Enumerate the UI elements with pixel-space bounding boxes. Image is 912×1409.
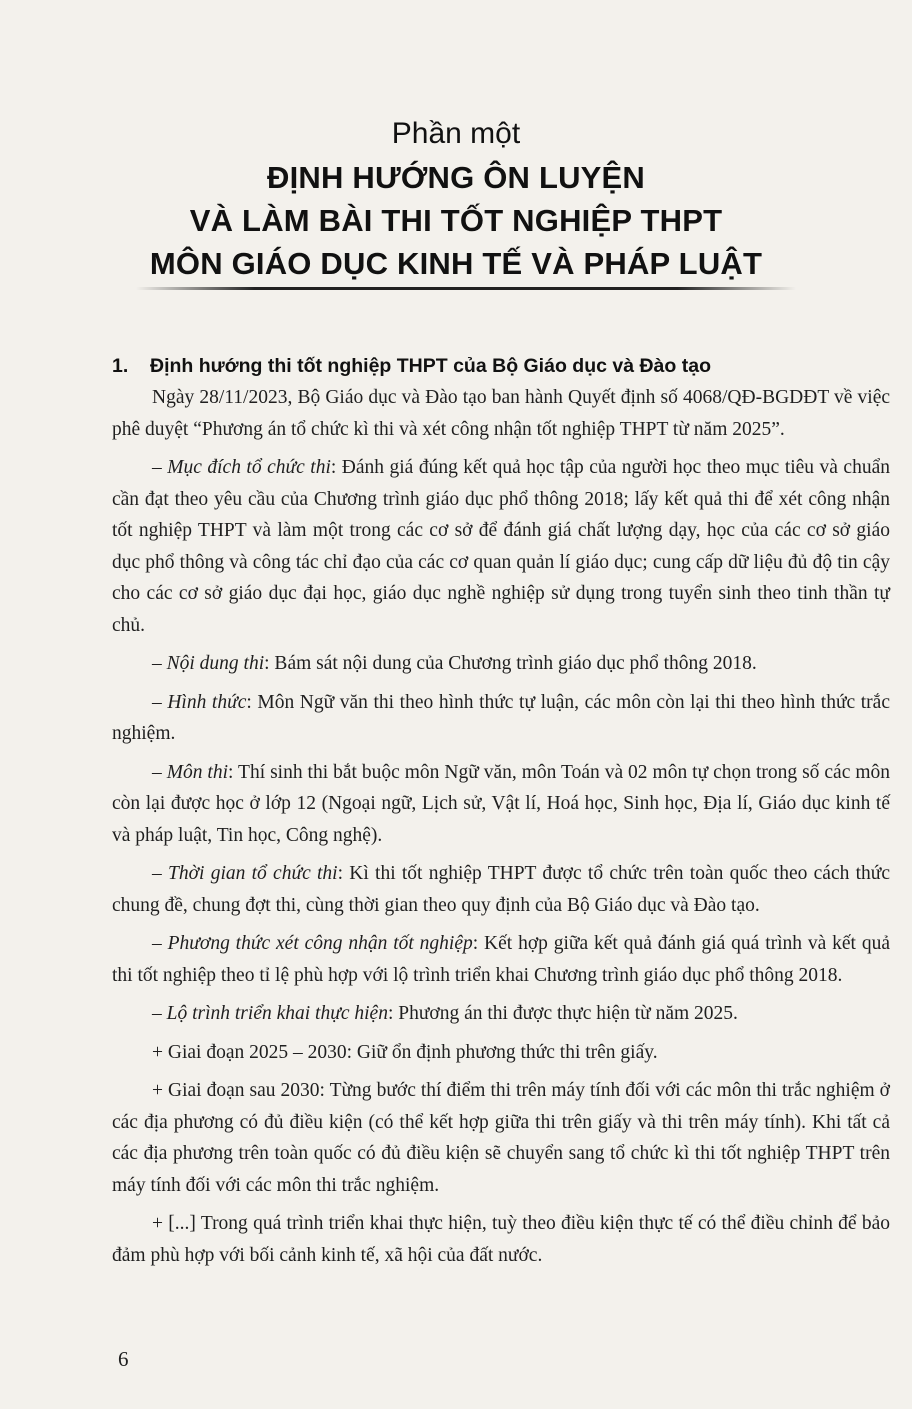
paragraph-text: + [...] Trong quá trình triển khai thực hiện, tuỳ theo điều kiện thực tế có thể điều chỉnh để bảo đảm phù hợp với bối cảnh kinh tế, xã hội của đất nước. [112,1213,890,1266]
paragraph-lead: – Nội dung thi [152,653,265,674]
paragraph-lead: – Lộ trình triển khai thực hiện [152,1003,388,1024]
paragraph-text: + Giai đoạn sau 2030: Từng bước thí điểm thi trên máy tính đối với các môn thi trắc nghiệm ở các địa phương có đủ điều kiện (có thể kết hợp giữa thi trên giấy và thi trên máy tính). Khi tất cả các địa phương trên toàn quốc có đủ điều kiện sẽ chuyển sang tổ chức kì thi tốt nghiệp THPT trên máy tính đối với các môn thi trắc nghiệm. [112,1080,890,1196]
paragraph [112,382,890,445]
paragraph-text: : Kì thi tốt nghiệp THPT được tổ chức trên toàn quốc theo cách thức chung đề, chung đợt thi, cùng thời gian theo quy định của Bộ Giáo dục và Đào tạo. [112,863,890,916]
part-title: Phần một [391,117,521,150]
paragraph [112,757,890,852]
title-line-2: VÀ LÀM BÀI THI TỐT NGHIỆP THPT [189,203,723,238]
paragraph-text: : Phương án thi được thực hiện từ năm 2025. [387,1003,738,1024]
section-title: Định hướng thi tốt nghiệp THPT của Bộ Giáo dục và Đào tạo [150,355,711,377]
page-number: 6 [118,1347,129,1371]
title-divider [136,287,796,290]
paragraph-lead: – Môn thi [152,761,229,783]
title-line-3: MÔN GIÁO DỤC KINH TẾ VÀ PHÁP LUẬT [149,246,763,281]
body-content [112,352,890,1278]
chapter-header [0,112,912,285]
paragraph [112,928,890,991]
paragraph-lead: – Phương thức xét công nhận tốt nghiệp [152,933,473,954]
title-line-1: ĐỊNH HƯỚNG ÔN LUYỆN [266,160,646,195]
paragraph-text: : Kết hợp giữa kết quả đánh giá quá trình và kết quả thi tốt nghiệp theo tỉ lệ phù hợp với lộ trình triển khai Chương trình giáo dục phổ thông 2018. [112,933,890,986]
paragraph-text: : Đánh giá đúng kết quả học tập của người học theo mục tiêu và chuẩn cần đạt theo yêu cầu của Chương trình giáo dục phổ thông 2018; lấy kết quả thi để xét công nhận tốt nghiệp THPT và làm một trong các cơ sở để đánh giá chất lượng dạy, học của các cơ sở giáo dục phổ thông và công tác chỉ đạo của các cơ quan quản lí giáo dục; cung cấp dữ liệu đủ độ tin cậy cho các cơ sở giáo dục đại học, giáo dục nghề nghiệp sử dụng trong tuyển sinh theo tinh thần tự chủ. [112,457,890,636]
paragraph [112,452,890,641]
paragraph-lead: – Thời gian tổ chức thi [152,863,338,884]
paragraph-lead: – Mục đích tổ chức thi [152,457,331,478]
paragraph [112,1075,890,1201]
section-number: 1. [112,355,129,377]
paragraph [112,687,890,750]
paragraph [112,1037,890,1069]
paragraph-text: : Môn Ngữ văn thi theo hình thức tự luận, các môn còn lại thi theo hình thức trắc nghiệm. [112,691,890,744]
paragraph-lead: – Hình thức [152,691,247,713]
paragraph [112,648,890,680]
paragraph-text: + Giai đoạn 2025 – 2030: Giữ ổn định phương thức thi trên giấy. [152,1041,658,1063]
section-heading [112,352,890,380]
paragraph [112,1208,890,1271]
paragraph-text: : Thí sinh thi bắt buộc môn Ngữ văn, môn Toán và 02 môn tự chọn trong số các môn còn lại được học ở lớp 12 (Ngoại ngữ, Lịch sử, Vật lí, Hoá học, Sinh học, Địa lí, Giáo dục kinh tế và pháp luật, Tin học, Công nghệ). [112,761,890,846]
paragraph-text: : Bám sát nội dung của Chương trình giáo dục phổ thông 2018. [264,653,757,674]
paragraph-text: Ngày 28/11/2023, Bộ Giáo dục và Đào tạo ban hành Quyết định số 4068/QĐ-BGDĐT về việc phê duyệt “Phương án tổ chức kì thi và xét công nhận tốt nghiệp THPT từ năm 2025”. [112,387,890,440]
paragraph [112,858,890,921]
paragraph [112,998,890,1030]
